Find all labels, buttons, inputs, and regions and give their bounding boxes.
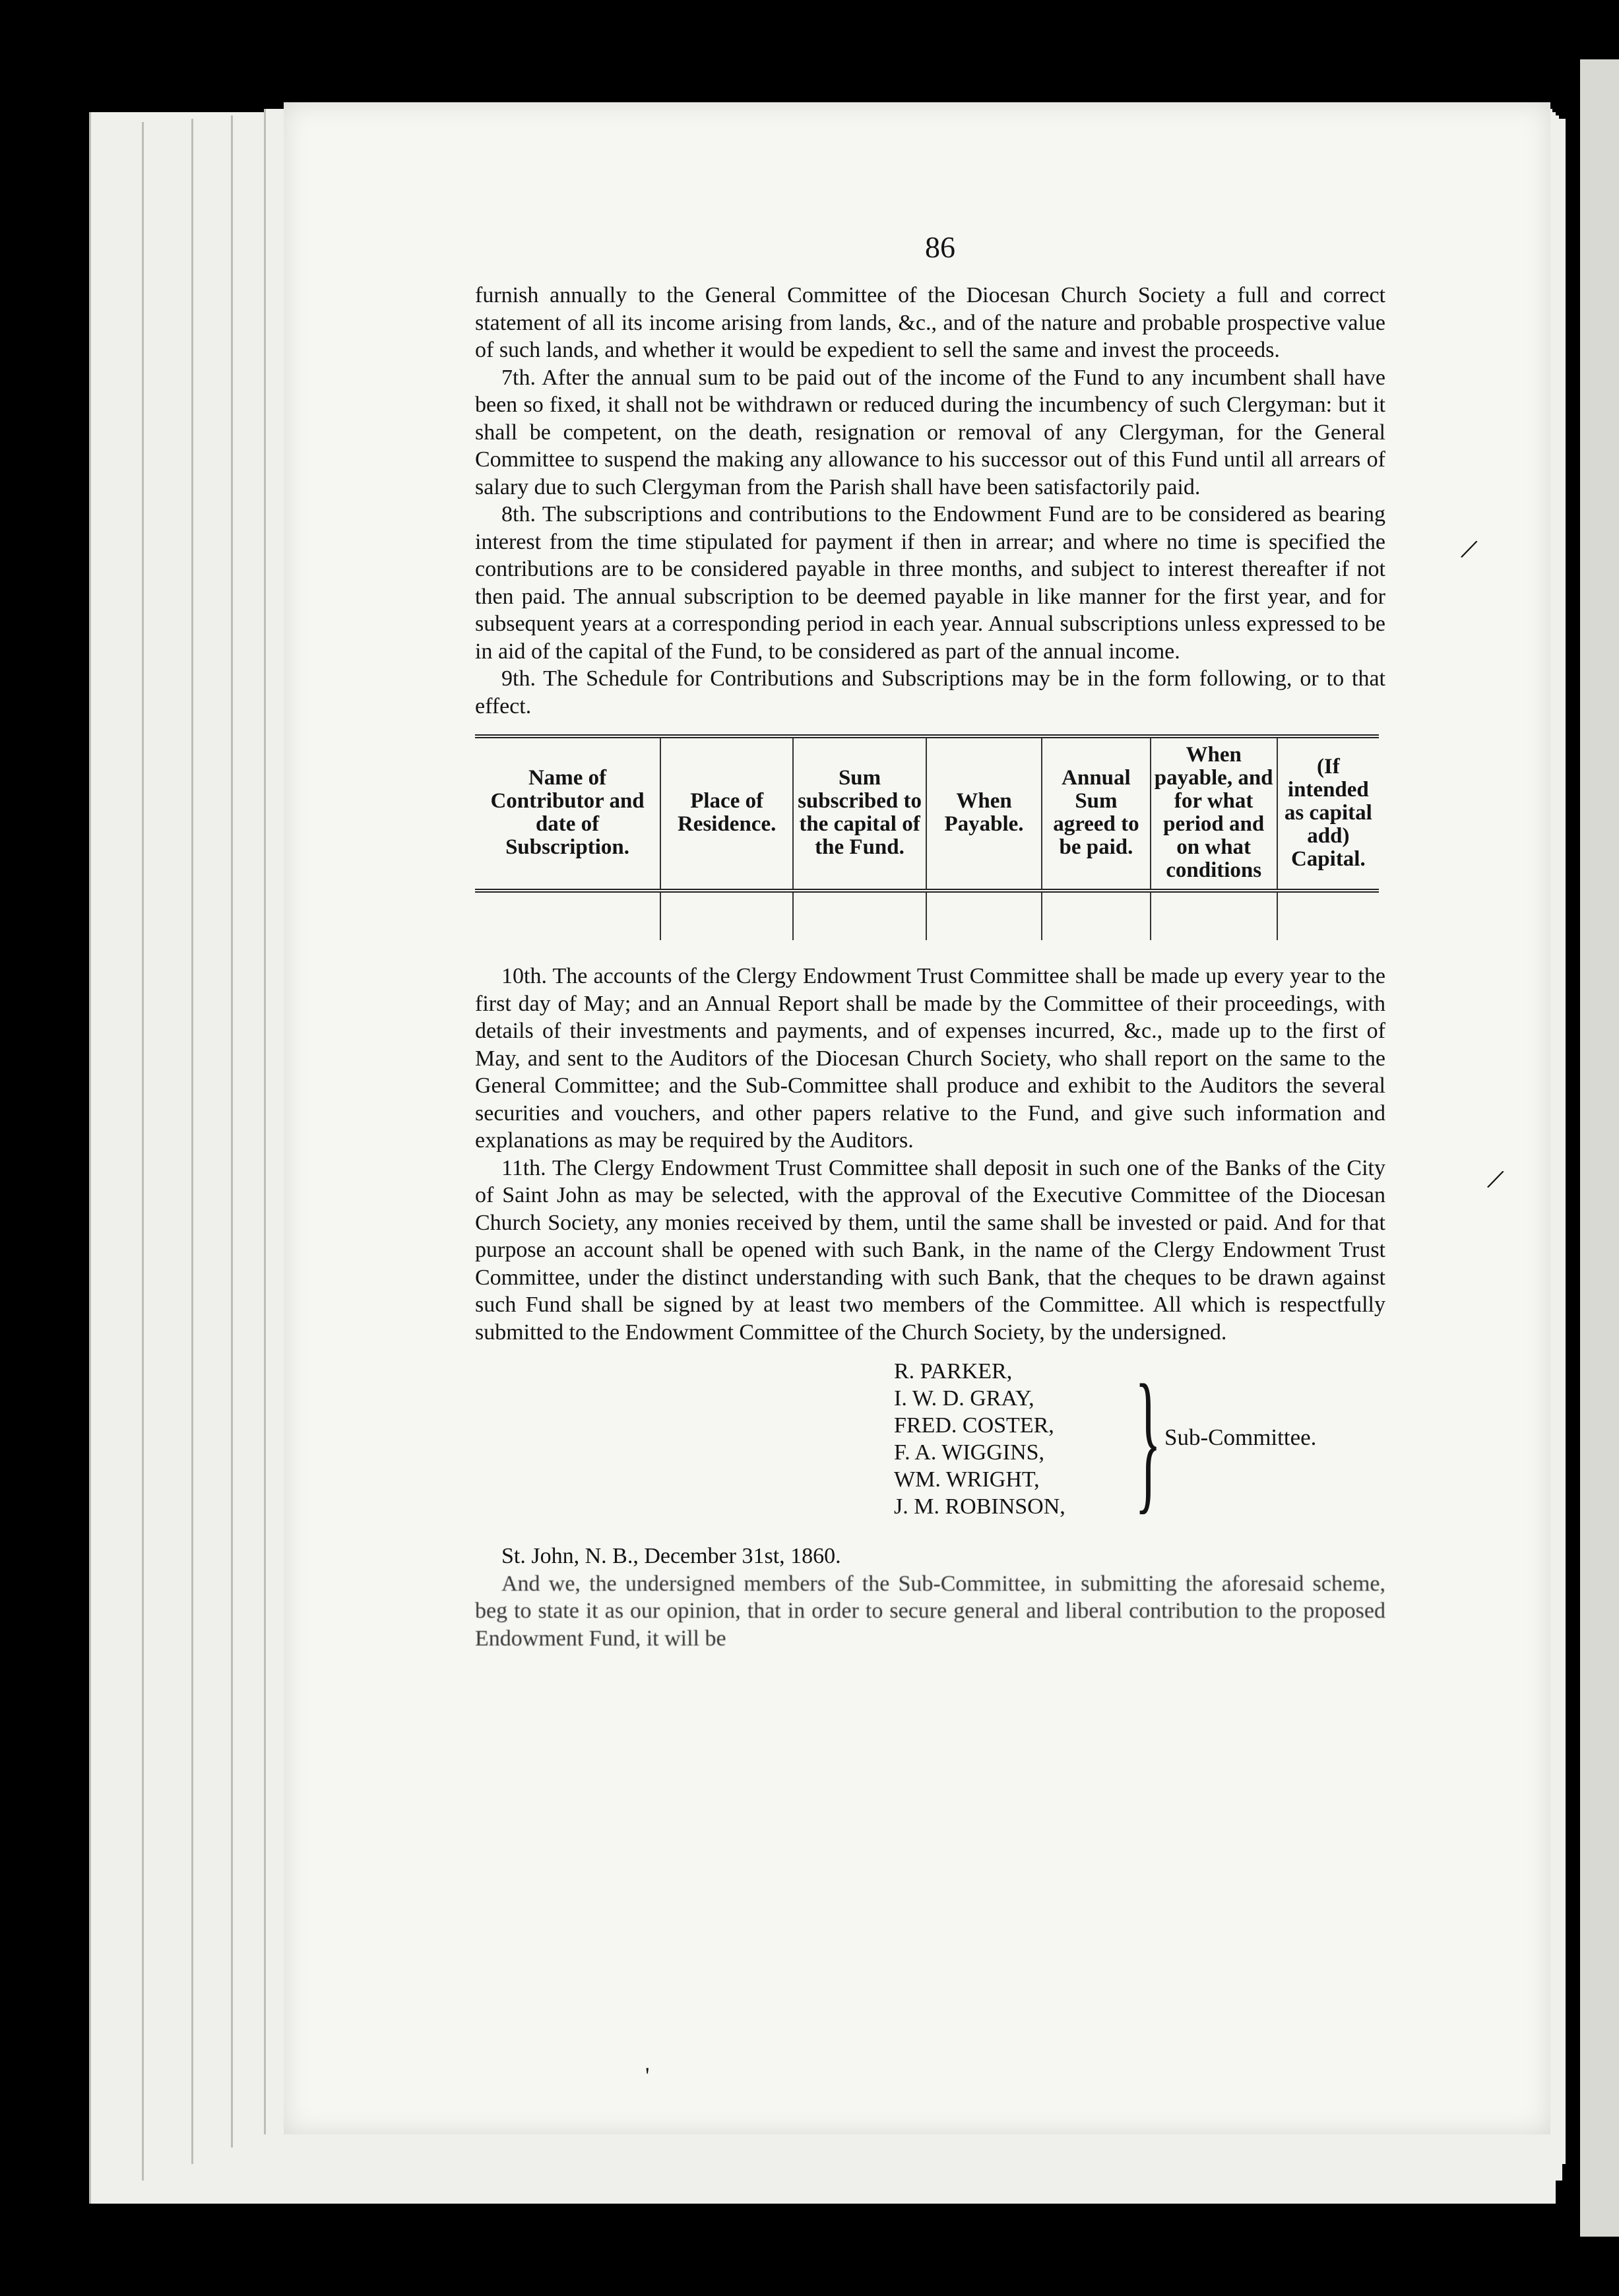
brace-icon: } xyxy=(1135,1352,1162,1527)
closing-paragraph: And we, the undersigned members of the Sub-Committee, in submitting the aforesaid scheme, beg to state it as our opinion, that in order to secure general and liberal contribution to the proposed Endowment Fund, it will be xyxy=(475,1571,1385,1651)
col-header-sum-subscribed: Sum subscribed to the capital of the Fund. xyxy=(793,736,926,891)
paragraph-continuation: furnish annually to the General Committee of the Diocesan Church Society a full and correct statement of all its income arising from lands, &c., and of the nature and probable prospective value of such lands, and whether it would be expedient to sell the same and invest the proceeds. xyxy=(475,283,1385,362)
table-cell xyxy=(793,891,926,940)
sub-committee-label: Sub-Committee. xyxy=(1164,1424,1317,1450)
table-cell xyxy=(926,891,1042,940)
col-header-contributor: Name of Contributor and date of Subscription. xyxy=(475,736,660,891)
signatory-name: J. M. ROBINSON, xyxy=(894,1494,1065,1519)
signatory-name: F. A. WIGGINS, xyxy=(894,1440,1045,1465)
adjacent-page-strip xyxy=(1580,59,1619,2237)
dateline: St. John, N. B., December 31st, 1860. xyxy=(501,1544,841,1568)
table-cell xyxy=(1042,891,1150,940)
table-cell xyxy=(475,891,660,940)
signatory-name: I. W. D. GRAY, xyxy=(894,1386,1034,1411)
schedule-table xyxy=(475,734,1379,940)
col-header-residence: Place of Residence. xyxy=(660,736,793,891)
paragraph-9th: 9th. The Schedule for Contributions and Subscriptions may be in the form following, or to that effect. xyxy=(475,666,1385,718)
signatory-name: FRED. COSTER, xyxy=(894,1413,1054,1438)
signatory-list xyxy=(894,1358,1065,1520)
signatory-name: WM. WRIGHT, xyxy=(894,1467,1040,1492)
table-cell xyxy=(1277,891,1379,940)
col-header-conditions: When payable, and for what period and on what conditions xyxy=(1151,736,1277,891)
post-table-section xyxy=(475,963,1385,1346)
schedule-empty-row xyxy=(475,891,1379,940)
ink-tick-mark-icon: / xyxy=(1484,1161,1507,1197)
table-cell xyxy=(1151,891,1277,940)
page-number: 86 xyxy=(925,230,955,264)
paragraph-7th: 7th. After the annual sum to be paid out of the income of the Fund to any incumbent shall have been so fixed, it shall not be withdrawn or reduced during the incumbency of such Clergyman: but it shall be competent, on the death, resignation or removal of any Clergyman, for the General Committee to suspend the making any allowance to his successor out of this Fund until all arrears of salary due to such Clergyman from the Parish shall have been satisfactorily paid. xyxy=(475,365,1385,499)
table-cell xyxy=(660,891,793,940)
ink-tick-mark-icon: / xyxy=(1457,531,1480,567)
paragraph-10th: 10th. The accounts of the Clergy Endowment Trust Committee shall be made up every year to the first day of May; and an Annual Report shall be made by the Committee of their proceedings, with details of their investments and payments, and of expenses incurred, &c., made up to the first of May, and sent to the Auditors of the Diocesan Church Society, who shall report on the same to the General Committee; and the Sub-Committee shall produce and exhibit to the Auditors the several securities and vouchers, and other papers relative to the Fund, and give such information and explanations as may be required by the Auditors. xyxy=(475,964,1385,1153)
page-content xyxy=(475,228,1385,1652)
schedule-header-row xyxy=(475,736,1379,891)
paragraph-11th: 11th. The Clergy Endowment Trust Committee shall deposit in such one of the Banks of the City of Saint John as may be selected, with the approval of the Executive Committee of the Diocesan Church Society, any monies received by them, until the same shall be invested or paid. And for that purpose an account shall be opened with such Bank, in the name of the Clergy Endowment Trust Committee, under the distinct understanding with such Bank, that the cheques to be drawn against such Fund shall be signed by at least two members of the Committee. All which is respectfully submitted to the Endowment Committee of the Church Society, by the undersigned. xyxy=(475,1155,1385,1345)
paragraph-8th: 8th. The subscriptions and contributions to the Endowment Fund are to be considered as bearing interest from the time stipulated for payment if then in arrear; and where no time is specified the contributions are to be considered payable in three months, and subject to interest thereafter if not then paid. The annual subscription to be deemed payable in like manner for the first year, and for subsequent years at a corresponding period in each year. Annual subscriptions unless expressed to be in aid of the capital of the Fund, to be considered as part of the annual income. xyxy=(475,502,1385,664)
col-header-annual-sum: Annual Sum agreed to be paid. xyxy=(1042,736,1150,891)
signature-block xyxy=(475,1352,1385,1543)
ink-speck-icon: ' xyxy=(645,2062,650,2089)
col-header-when-payable: When Payable. xyxy=(926,736,1042,891)
document-page xyxy=(284,102,1550,2134)
col-header-capital: (If intended as capital add) Capital. xyxy=(1277,736,1379,891)
signatory-name: R. PARKER, xyxy=(894,1359,1013,1384)
